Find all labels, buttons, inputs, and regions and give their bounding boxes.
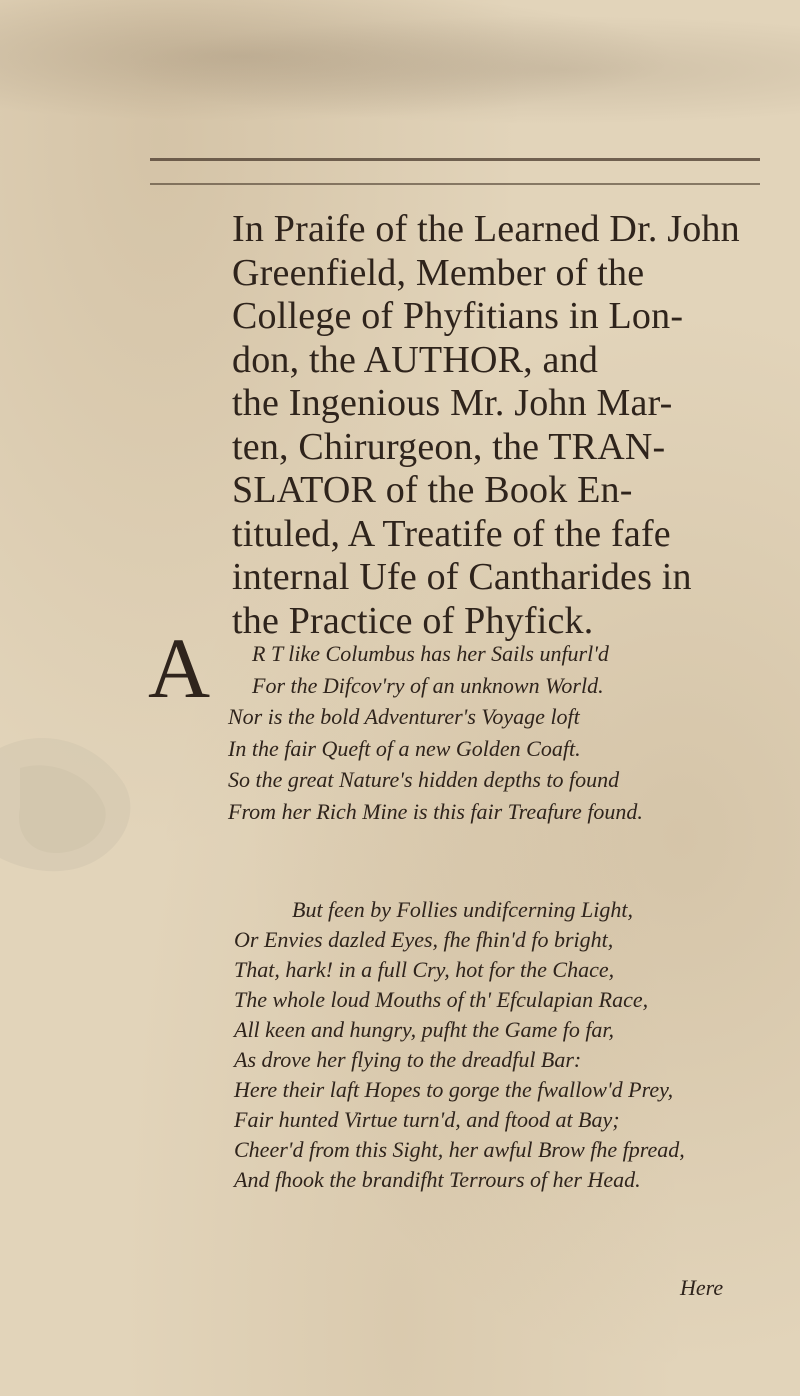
heading-line: SLATOR of the Book En- [232, 469, 633, 511]
heading-line: don, the AUTHOR, and [232, 338, 599, 381]
verse-line: R T like Columbus has her Sails unfurl'd [252, 641, 609, 666]
heading-line: ten, Chirurgeon, the TRAN- [232, 425, 666, 468]
drop-capital: A [148, 620, 211, 716]
verse-line: From her Rich Mine is this fair Treafure found. [228, 798, 643, 824]
second-stanza [234, 895, 786, 1195]
heading-line: College of Phyfitians in Lon- [232, 295, 684, 337]
heading-line: In Praife of the Learned Dr. John [232, 208, 740, 250]
heading-line: tituled, A Treatife of the fafe [232, 512, 671, 555]
verse-line: So the great Nature's hidden depths to found [228, 767, 620, 792]
heading-line: internal Ufe of Cantharides in [232, 556, 692, 598]
verse-line: In the fair Queft of a new Golden Coaft. [228, 735, 581, 761]
second-rule [150, 183, 760, 185]
catchword: Here [680, 1275, 724, 1300]
first-stanza [228, 638, 772, 827]
top-rule [150, 158, 760, 161]
verse-line: The whole loud Mouths of th' Efculapian Race, [234, 987, 649, 1012]
verse-line: Nor is the bold Adventurer's Voyage loft [228, 704, 580, 729]
heading-line: the Practice of Phyfick. [232, 599, 594, 642]
verse-line: Fair hunted Virtue turn'd, and ftood at Bay; [234, 1107, 620, 1132]
heading-line: Greenfield, Member of the [232, 251, 645, 294]
verse-line: For the Difcov'ry of an unknown World. [252, 672, 604, 698]
show-through-text [0, 0, 800, 140]
verse-line: That, hark! in a full Cry, hot for the Chace, [234, 957, 615, 982]
verse-line: Here their laft Hopes to gorge the fwallow'd Prey, [234, 1077, 674, 1102]
verse-line: Or Envies dazled Eyes, fhe fhin'd fo bright, [234, 927, 614, 952]
verse-line: And fhook the brandifht Terrours of her Head. [234, 1167, 641, 1192]
verse-line: All keen and hungry, pufht the Game fo far, [234, 1017, 615, 1042]
verse-line: But feen by Follies undifcerning Light, [292, 897, 633, 922]
verse-line: Cheer'd from this Sight, her awful Brow fhe fpread, [234, 1137, 685, 1162]
verse-line: As drove her flying to the dreadful Bar: [234, 1047, 582, 1072]
heading-line: the Ingenious Mr. John Mar- [232, 382, 673, 424]
decorative-ornament [0, 708, 150, 898]
poem-heading [232, 208, 772, 643]
